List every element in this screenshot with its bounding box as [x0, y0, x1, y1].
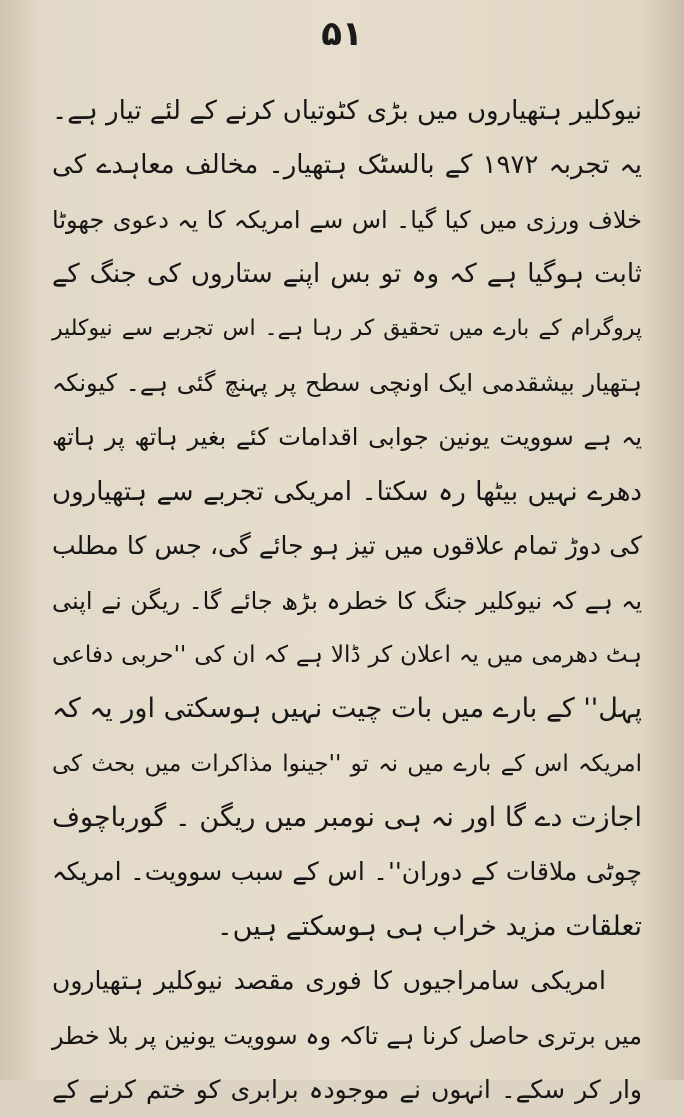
- page-number: ۵۱: [321, 14, 363, 54]
- text-line: اجازت دے گا اور نہ ہی نومبر میں ریگن ۔ گورباچوف: [52, 802, 642, 834]
- text-line: یہ تجربہ ۱۹۷۲ کے بالسٹک ہتھیار۔ مخالف معاہدے کی: [52, 150, 642, 181]
- text-line: یہ ہے کہ نیوکلیر جنگ کا خطرہ بڑھ جائے گا۔ ریگن نے اپنی: [52, 586, 642, 615]
- paragraph-start-line: امریکی سامراجیوں کا فوری مقصد نیوکلیر ہتھیاروں: [52, 966, 606, 996]
- text-line: دھرے نہیں بیٹھا رہ سکتا۔ امریکی تجربے سے ہتھیاروں: [52, 476, 642, 507]
- text-line: وار کر سکے۔ انہوں نے موجودہ برابری کو ختم کرنے کے: [52, 1075, 642, 1105]
- text-line: میں برتری حاصل کرنا ہے تاکہ وہ سوویت یونین پر بلا خطر: [52, 1021, 642, 1050]
- body-text: [52, 84, 642, 1117]
- text-line: ہٹ دھرمی میں یہ اعلان کر ڈالا ہے کہ ان کی ''حربی دفاعی: [52, 641, 642, 668]
- text-line: پہل'' کے بارے میں بات چیت نہیں ہوسکتی اور یہ کہ: [52, 693, 642, 725]
- text-line: ثابت ہوگیا ہے کہ وہ تو بس اپنے ستاروں کی جنگ کے: [52, 259, 642, 290]
- text-line: پروگرام کے بارے میں تحقیق کر رہا ہے۔ اس تجربے سے نیوکلیر: [52, 315, 642, 341]
- text-line: یہ ہے سوویت یونین جوابی اقدامات کئے بغیر ہاتھ پر ہاتھ: [52, 423, 642, 452]
- paragraph-end-line: تعلقات مزید خراب ہی ہوسکتے ہیں۔: [216, 910, 642, 942]
- text-line: نیوکلیر ہتھیاروں میں بڑی کٹوتیاں کرنے کے لئے تیار ہے۔: [52, 96, 642, 126]
- text-line: چوٹی ملاقات کے دوران''۔ اس کے سبب سوویت۔ امریکہ: [52, 857, 642, 887]
- text-line: امریکہ اس کے بارے میں نہ تو ''جینوا مذاکرات میں بحث کی: [52, 750, 642, 777]
- text-line: کی دوڑ تمام علاقوں میں تیز ہو جائے گی، جس کا مطلب: [52, 531, 642, 561]
- text-line: خلاف ورزی میں کیا گیا۔ اس سے امریکہ کا یہ دعوی جھوٹا: [52, 205, 642, 234]
- text-line: ہتھیار بیشقدمی ایک اونچی سطح پر پہنچ گئی ہے۔ کیونکہ: [52, 368, 642, 397]
